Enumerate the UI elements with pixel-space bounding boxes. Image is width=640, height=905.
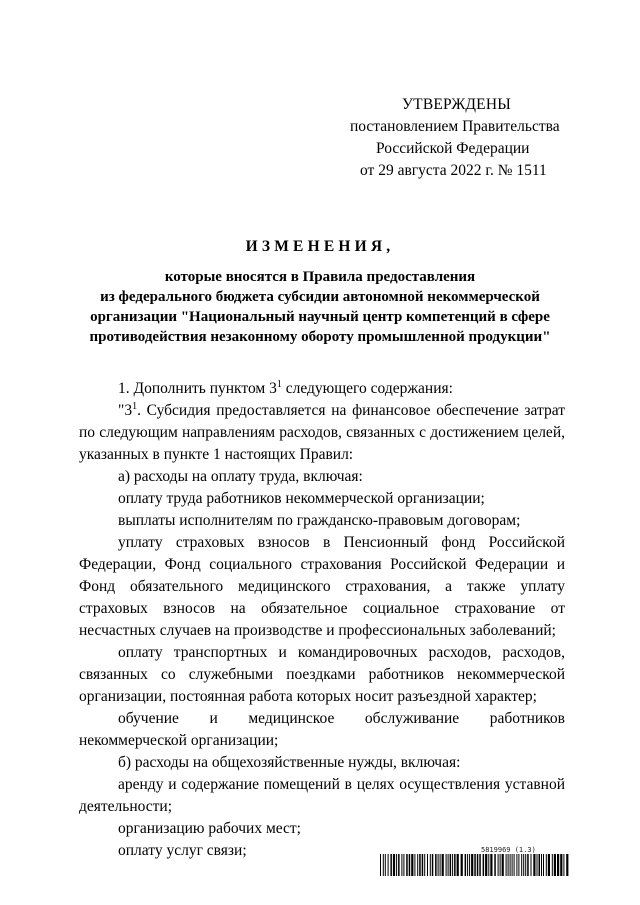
paragraph: уплату страховых взносов в Пенсионный фонд Российской Федерации, Фонд социального страхования Российской Федерации и Фонд обязательного медицинского страхования, а также уплату страховых взносов на обязательное социальное страхование от несчастных случаев на производстве и профессиональных заболеваний; — [79, 534, 565, 639]
approval-decree: постановлением Правительства — [350, 118, 560, 135]
barcode-image — [380, 854, 570, 876]
paragraph-item-a: а) расходы на оплату труда, включая: — [118, 468, 363, 485]
paragraph: оплату транспортных и командировочных расходов, расходов, связанных со служебными поездками работников некоммерческой организации, постоянная работа которых носит разъездной характер; — [79, 644, 565, 705]
paragraph: оплату услуг связи; — [118, 842, 247, 859]
paragraph-1: 1. Дополнить пунктом $3^1$ следующего содержания: — [118, 379, 453, 397]
paragraph-3-1: "$3^1$. Субсидия предоставляется на финансовое обеспечение затрат по следующим направлениям расходов, связанных с достижением целей, указанных в пункте 1 настоящих Правил: — [79, 401, 565, 463]
document-title: ИЗМЕНЕНИЯ, — [245, 238, 395, 255]
paragraph: обучение и медицинское обслуживание работников некоммерческой организации; — [79, 710, 565, 749]
approval-heading: УТВЕРЖДЕНЫ — [402, 96, 511, 113]
document-subtitle — [60, 267, 580, 347]
paragraph: аренду и содержание помещений в целях осуществления уставной деятельности; — [79, 776, 565, 815]
subtitle-line: организации "Национальный научный центр компетенций в сфере — [90, 309, 550, 325]
approval-date-number: от 29 августа 2022 г. № 1511 — [360, 162, 547, 179]
subtitle-line: противодействия незаконному обороту промышленной продукции" — [89, 329, 551, 345]
paragraph: выплаты исполнителям по гражданско-правовым договорам; — [118, 512, 521, 529]
barcode-number: 5819969 (1.3) — [481, 846, 536, 854]
paragraph: оплату труда работников некоммерческой организации; — [118, 490, 485, 507]
subtitle-line: которые вносятся в Правила предоставления — [164, 269, 476, 285]
approval-government: Российской Федерации — [376, 140, 530, 157]
document-body — [79, 378, 565, 862]
paragraph: организацию рабочих мест; — [118, 820, 301, 837]
subtitle-line: из федерального бюджета субсидии автономной некоммерческой — [100, 289, 540, 305]
paragraph-item-b: б) расходы на общехозяйственные нужды, включая: — [118, 754, 461, 771]
approval-stamp — [330, 94, 590, 182]
